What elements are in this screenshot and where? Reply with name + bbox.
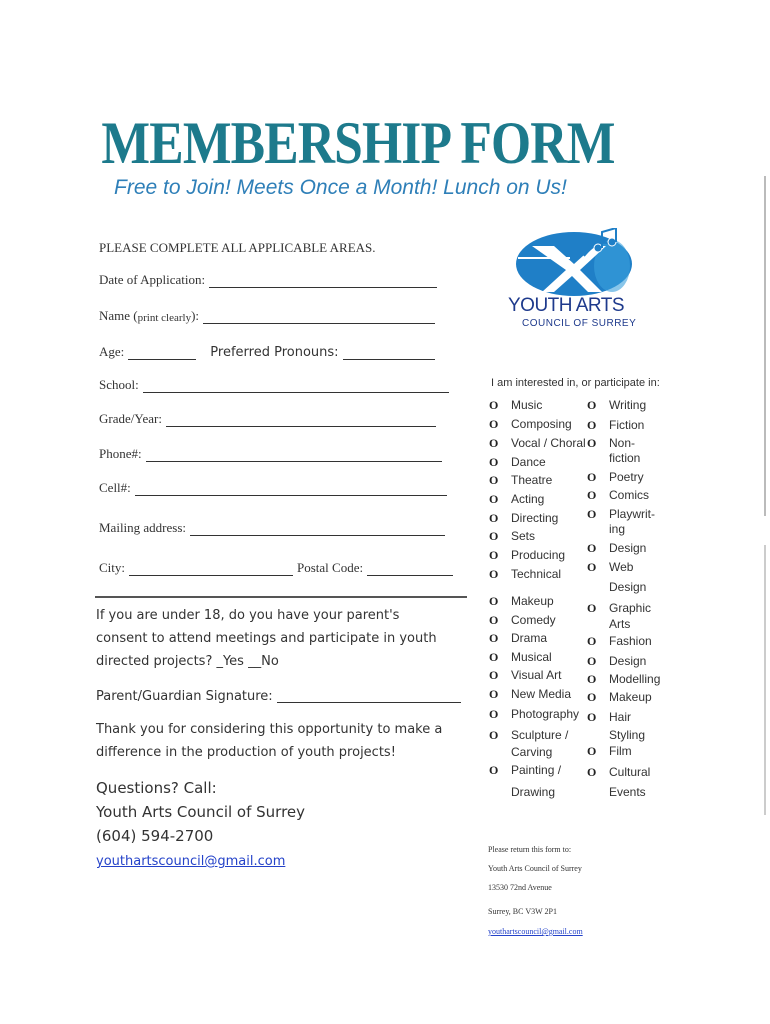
interest-label-left-20: Drawing (511, 785, 556, 799)
checkbox-right-20[interactable]: O (587, 765, 597, 779)
city-postal-field (99, 560, 453, 576)
interest-label-right-16: Makeup (609, 690, 652, 704)
checkbox-right-13[interactable]: O (587, 634, 597, 648)
page-edge-lower (764, 545, 766, 815)
return-line-1: Please return this form to: (488, 845, 572, 854)
return-line-2: Youth Arts Council of Surrey (488, 864, 582, 873)
interest-label-right-5: Comics (609, 488, 650, 502)
interest-label-right-12: Arts (609, 617, 631, 631)
interest-label-right-9: Web (609, 560, 634, 574)
checkbox-left-16[interactable]: O (489, 707, 499, 721)
interest-label-right-8: Design (609, 541, 647, 555)
checkbox-left-11[interactable]: O (489, 613, 499, 627)
contact-block (96, 776, 305, 874)
checkbox-right-15[interactable]: O (587, 672, 597, 686)
name-label: Name ( (99, 308, 138, 323)
checkbox-left-17[interactable]: O (489, 728, 499, 742)
pronouns-label: Preferred Pronouns: (210, 345, 339, 360)
interest-label-right-20: Cultural (609, 765, 651, 779)
pronouns-input[interactable] (343, 347, 435, 360)
interest-label-left-11: Comedy (511, 613, 556, 627)
interest-label-left-17: Sculpture / (511, 728, 569, 742)
thanks-block (96, 718, 442, 764)
interest-label-left-7: Sets (511, 529, 536, 543)
date-input[interactable] (209, 275, 437, 288)
interest-label-right-18: Styling (609, 728, 646, 742)
checkbox-right-9[interactable]: O (587, 560, 597, 574)
interest-label-right-3: fiction (609, 451, 641, 465)
section-divider (95, 596, 467, 598)
cell-input[interactable] (135, 483, 447, 496)
logo-title: YOUTH ARTS (508, 295, 625, 316)
checkbox-right-14[interactable]: O (587, 654, 597, 668)
checkbox-left-6[interactable]: O (489, 511, 499, 525)
checkbox-left-5[interactable]: O (489, 492, 499, 506)
return-line-4: Surrey, BC V3W 2P1 (488, 907, 557, 916)
interest-label-right-2: Non- (609, 436, 636, 450)
consent-line-1: If you are under 18, do you have your parent's (96, 608, 400, 623)
grade-input[interactable] (166, 414, 436, 427)
checkbox-right-16[interactable]: O (587, 690, 597, 704)
postal-input[interactable] (367, 563, 453, 576)
checkbox-left-3[interactable]: O (489, 455, 499, 469)
thanks-line-1: Thank you for considering this opportunity to make a (96, 722, 443, 737)
interest-label-left-18: Carving (511, 745, 553, 759)
checkbox-right-6[interactable]: O (587, 507, 597, 521)
checkbox-left-12[interactable]: O (489, 631, 499, 645)
questions-label: Questions? Call: (96, 779, 217, 797)
contact-email-link[interactable]: youthartscouncil@gmail.com (96, 854, 286, 869)
grade-label: Grade/Year: (99, 411, 162, 426)
checkbox-left-4[interactable]: O (489, 473, 499, 487)
interest-label-right-0: Writing (609, 398, 647, 412)
age-label: Age: (99, 344, 125, 359)
interest-label-left-14: Visual Art (511, 668, 562, 682)
consent-block (96, 604, 437, 673)
checkbox-left-15[interactable]: O (489, 687, 499, 701)
school-field (99, 377, 449, 393)
date-label: Date of Application: (99, 272, 206, 287)
school-label: School: (99, 377, 139, 392)
interest-label-right-21: Events (609, 785, 646, 799)
interest-label-right-7: ing (609, 522, 626, 536)
interest-label-right-17: Hair (609, 710, 632, 724)
checkbox-right-11[interactable]: O (587, 601, 597, 615)
name-field (99, 308, 435, 324)
return-line-3: 13530 72nd Avenue (488, 883, 552, 892)
age-input[interactable] (128, 347, 196, 360)
interest-label-left-4: Theatre (511, 473, 553, 487)
signature-input[interactable] (277, 688, 461, 703)
checkbox-right-17[interactable]: O (587, 710, 597, 724)
checkbox-left-13[interactable]: O (489, 650, 499, 664)
checkbox-right-5[interactable]: O (587, 488, 597, 502)
mailing-input[interactable] (190, 523, 445, 536)
contact-org: Youth Arts Council of Surrey (96, 803, 306, 821)
interest-label-left-19: Painting / (511, 763, 562, 777)
checkbox-left-9[interactable]: O (489, 567, 499, 581)
checkbox-left-0[interactable]: O (489, 398, 499, 412)
signature-label: Parent/Guardian Signature: (96, 689, 273, 704)
checkbox-left-2[interactable]: O (489, 436, 499, 450)
thanks-line-2: difference in the production of youth projects! (96, 745, 396, 760)
cell-field (99, 480, 447, 496)
name-input[interactable] (203, 311, 435, 324)
phone-input[interactable] (146, 449, 442, 462)
contact-phone: (604) 594-2700 (96, 827, 214, 845)
interest-label-left-12: Drama (511, 631, 548, 645)
interest-label-right-13: Fashion (609, 634, 652, 648)
interest-label-left-16: Photography (511, 707, 580, 721)
interest-label-left-1: Composing (511, 417, 572, 431)
interest-label-right-19: Film (609, 744, 632, 758)
checkbox-right-8[interactable]: O (587, 541, 597, 555)
interest-label-right-11: Graphic (609, 601, 652, 615)
checkbox-left-1[interactable]: O (489, 417, 499, 431)
interest-label-right-6: Playwrit- (609, 507, 656, 521)
city-input[interactable] (129, 563, 293, 576)
interest-label-left-6: Directing (511, 511, 559, 525)
checkbox-right-19[interactable]: O (587, 744, 597, 758)
interest-label-right-15: Modelling (609, 672, 661, 686)
checkbox-right-1[interactable]: O (587, 418, 597, 432)
interest-label-left-3: Dance (511, 455, 546, 469)
consent-line-2: consent to attend meetings and participate in youth (96, 631, 437, 646)
interest-label-left-15: New Media (511, 687, 572, 701)
interest-label-left-5: Acting (511, 492, 545, 506)
interest-label-right-4: Poetry (609, 470, 644, 484)
return-email-link[interactable]: youthartscouncil@gmail.com (488, 927, 583, 936)
interest-label-left-13: Musical (511, 650, 552, 664)
city-label: City: (99, 560, 126, 575)
interest-label-left-10: Makeup (511, 594, 554, 608)
checkbox-left-14[interactable]: O (489, 668, 499, 682)
interest-label-left-9: Technical (511, 567, 562, 581)
instructions: PLEASE COMPLETE ALL APPLICABLE AREAS. (99, 240, 376, 255)
cell-label: Cell#: (99, 480, 131, 495)
checkbox-right-0[interactable]: O (587, 398, 597, 412)
interest-label-right-1: Fiction (609, 418, 645, 432)
age-field (99, 344, 435, 360)
checkbox-right-4[interactable]: O (587, 470, 597, 484)
logo-subtitle: COUNCIL OF SURREY (522, 318, 637, 329)
page-title: MEMBERSHIP FORM (101, 110, 615, 176)
checkbox-left-8[interactable]: O (489, 548, 499, 562)
name-hint: print clearly (137, 312, 192, 324)
interests-heading: I am interested in, or participate in: (491, 377, 660, 389)
signature-field (96, 685, 461, 708)
page-edge (764, 176, 766, 516)
interest-label-left-0: Music (511, 398, 543, 412)
phone-field (99, 446, 442, 462)
postal-label: Postal Code: (297, 560, 364, 575)
checkbox-left-7[interactable]: O (489, 529, 499, 543)
checkbox-left-19[interactable]: O (489, 763, 499, 777)
school-input[interactable] (143, 380, 449, 393)
mailing-label: Mailing address: (99, 520, 187, 535)
interest-label-right-10: Design (609, 580, 647, 594)
interest-label-left-8: Producing (511, 548, 566, 562)
youth-arts-logo-icon (514, 228, 638, 298)
checkbox-right-2[interactable]: O (587, 436, 597, 450)
interest-label-left-2: Vocal / Choral (511, 436, 586, 450)
checkbox-left-10[interactable]: O (489, 594, 499, 608)
phone-label: Phone#: (99, 446, 142, 461)
grade-field (99, 411, 436, 427)
page-subtitle: Free to Join! Meets Once a Month! Lunch on Us! (114, 176, 567, 199)
name-label-close: ): (191, 308, 200, 323)
mailing-field (99, 520, 445, 536)
interest-label-right-14: Design (609, 654, 647, 668)
date-field (99, 272, 437, 288)
consent-line-3: directed projects? _Yes __No (96, 654, 279, 669)
